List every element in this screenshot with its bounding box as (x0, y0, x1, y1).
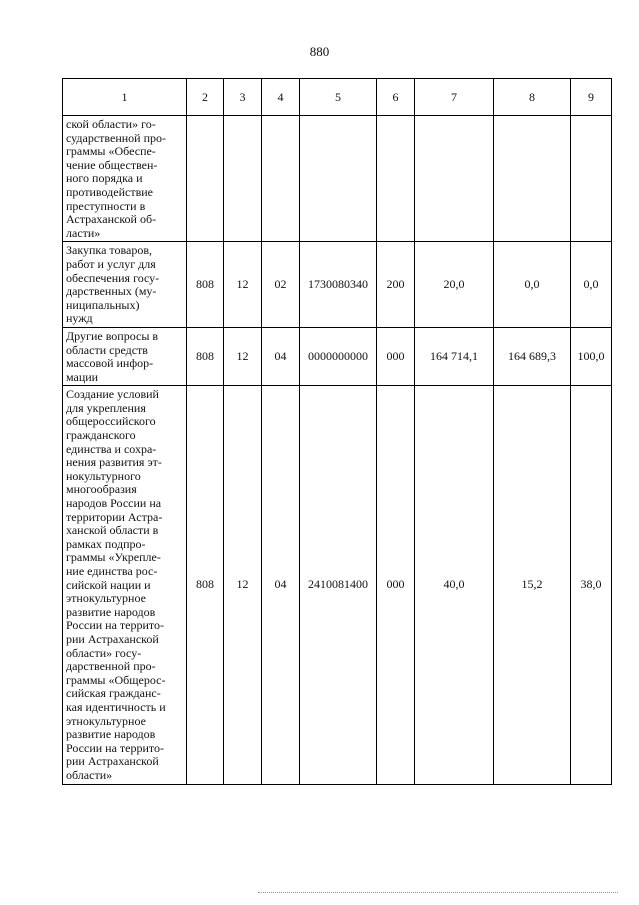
column-header: 6 (377, 79, 415, 116)
description-line: России на террито- (66, 740, 164, 755)
description-line: рии Астраханской (66, 754, 159, 769)
description-line: для укрепления (66, 400, 146, 415)
column-header: 1 (63, 79, 187, 116)
description-line: дарственных (му- (66, 284, 157, 299)
footer-dotted-line (258, 892, 618, 893)
column-header: 3 (224, 79, 262, 116)
description-line: граммы «Обеспе- (66, 144, 156, 159)
column-header: 2 (187, 79, 224, 116)
cell-c7 (415, 116, 494, 242)
description-line: гражданского (66, 428, 136, 443)
cell-c6 (377, 116, 415, 242)
column-header: 7 (415, 79, 494, 116)
description-line: чение обществен- (66, 157, 158, 172)
description-line: ласти» (66, 225, 101, 240)
cell-c3: 12 (224, 242, 262, 328)
cell-c3 (224, 116, 262, 242)
description-line: граммы «Укрепле- (66, 550, 161, 565)
description-line: преступности в (66, 198, 146, 213)
row-description (63, 386, 187, 784)
description-line: сийская гражданс- (66, 686, 161, 701)
description-line: противодействие (66, 184, 154, 199)
cell-c5 (300, 116, 377, 242)
cell-c5: 2410081400 (300, 386, 377, 784)
description-line: мации (66, 369, 99, 384)
cell-c4 (262, 116, 300, 242)
description-line: сийской нации и (66, 577, 151, 592)
description-line: развитие народов (66, 727, 156, 742)
description-line: граммы «Общерос- (66, 672, 166, 687)
table-row (63, 327, 612, 385)
cell-c7: 40,0 (415, 386, 494, 784)
cell-c4: 04 (262, 327, 300, 385)
budget-table (62, 78, 612, 785)
description-line: народов России на (66, 496, 162, 511)
cell-c2: 808 (187, 386, 224, 784)
cell-c5: 0000000000 (300, 327, 377, 385)
description-line: Закупка товаров, (66, 243, 152, 258)
description-line: этнокультурное (66, 713, 146, 728)
description-line: рии Астраханской (66, 631, 159, 646)
cell-c7: 20,0 (415, 242, 494, 328)
cell-c3: 12 (224, 386, 262, 784)
cell-c5: 1730080340 (300, 242, 377, 328)
description-line: ской области» го- (66, 117, 156, 131)
column-header: 4 (262, 79, 300, 116)
cell-c2 (187, 116, 224, 242)
row-description (63, 242, 187, 328)
description-line: Астраханской об- (66, 212, 157, 227)
cell-c6: 200 (377, 242, 415, 328)
description-line: нения развития эт- (66, 455, 162, 470)
description-line: Создание условий (66, 387, 159, 402)
description-line: многообразия (66, 482, 137, 497)
description-line: ние единства рос- (66, 564, 158, 578)
cell-c3: 12 (224, 327, 262, 385)
cell-c4: 02 (262, 242, 300, 328)
description-line: развитие народов (66, 604, 156, 619)
description-line: обеспечения госу- (66, 270, 160, 285)
cell-c6: 000 (377, 327, 415, 385)
description-line: рамках подпро- (66, 536, 146, 551)
table-body (63, 116, 612, 785)
description-line: сударственной про- (66, 130, 167, 145)
cell-c9: 38,0 (571, 386, 612, 784)
description-line: нужд (66, 311, 93, 326)
description-line: кая идентичность и (66, 699, 166, 714)
description-line: ханской области в (66, 523, 159, 538)
row-description (63, 327, 187, 385)
cell-c9 (571, 116, 612, 242)
table-row (63, 116, 612, 242)
table-row (63, 386, 612, 784)
cell-c2: 808 (187, 327, 224, 385)
description-line: единства и сохра- (66, 441, 157, 456)
column-header: 9 (571, 79, 612, 116)
cell-c8: 0,0 (494, 242, 571, 328)
description-line: массовой инфор- (66, 356, 154, 371)
description-line: общероссийского (66, 414, 156, 429)
description-line: дарственной про- (66, 659, 156, 674)
cell-c7: 164 714,1 (415, 327, 494, 385)
cell-c2: 808 (187, 242, 224, 328)
description-line: этнокультурное (66, 591, 146, 606)
column-header: 5 (300, 79, 377, 116)
description-line: России на террито- (66, 618, 164, 633)
description-line: области» госу- (66, 645, 142, 660)
cell-c8 (494, 116, 571, 242)
description-line: Другие вопросы в (66, 328, 159, 343)
table-header-row (63, 79, 612, 116)
table-row (63, 242, 612, 328)
cell-c4: 04 (262, 386, 300, 784)
cell-c8: 164 689,3 (494, 327, 571, 385)
cell-c8: 15,2 (494, 386, 571, 784)
cell-c9: 0,0 (571, 242, 612, 328)
cell-c6: 000 (377, 386, 415, 784)
description-line: области средств (66, 342, 148, 357)
cell-c9: 100,0 (571, 327, 612, 385)
description-line: области» (66, 767, 113, 782)
description-line: работ и услуг для (66, 256, 156, 271)
description-line: ного порядка и (66, 171, 143, 186)
column-header: 8 (494, 79, 571, 116)
description-line: территории Астра- (66, 509, 163, 524)
row-description (63, 116, 187, 242)
page-number: 880 (309, 44, 330, 59)
description-line: нокультурного (66, 468, 141, 483)
description-line: ниципальных) (66, 297, 140, 312)
